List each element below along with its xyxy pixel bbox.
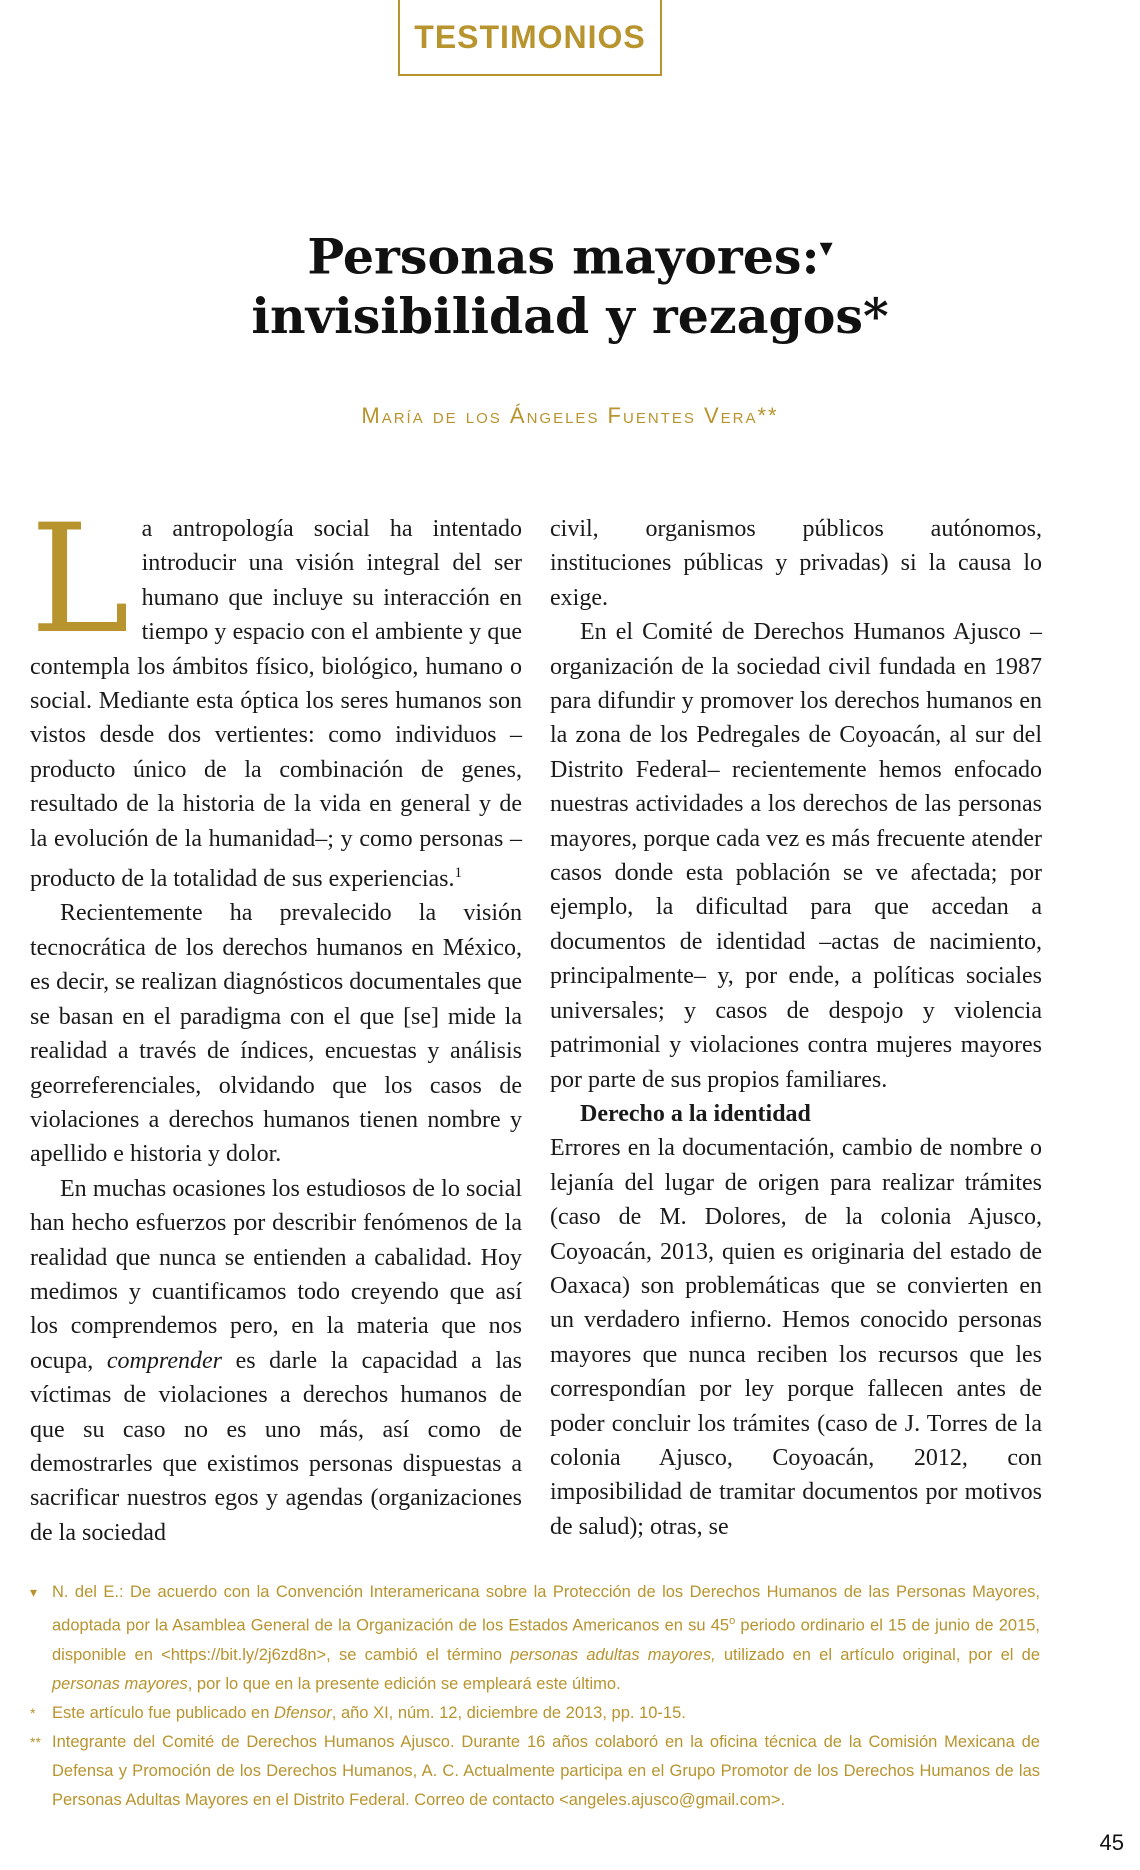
footnote-text: N. del E.: De acuerdo con la Convención Interamericana sobre la Protección de los Derechos Humanos de las Personas Mayores, adoptada por la Asamblea General de la Organización de los Estados Americanos en su 45 [52,1583,1040,1635]
footnote-text: Integrante del Comité de Derechos Humanos Ajusco. Durante 16 años colaboró en la oficina técnica de la Comisión Mexicana de Defensa y Promoción de los Derechos Humanos, A. C. Actualmente participa en el Grupo Promotor de los Derechos Humanos de las Personas Adultas Mayores en el Distrito Federal. Correo de contacto <angeles.ajusco@gmail.com>. [52,1732,1040,1809]
section-label: TESTIMONIOS [398,0,662,76]
paragraph-text: En muchas ocasiones los estudiosos de lo social han hecho esfuerzos por describir fenómenos de la realidad que nunca se entienden a cabalidad. Hoy medimos y cuantificamos todo creyendo que así los comprendemos pero, en la materia que nos ocupa, [30,1175,522,1374]
emphasis-text: Dfensor [274,1703,332,1722]
title-line-1: Personas mayores: [307,227,820,286]
emphasis-text: personas mayores [52,1674,188,1693]
footnote-symbol: ** [30,1733,41,1750]
footnote-author [30,1728,1040,1815]
author-byline: María de los Ángeles Fuentes Vera** [361,403,779,428]
paragraph: En el Comité de Derechos Humanos Ajusco –organización de la sociedad civil fundada en 1987 para difundir y promover los derechos humanos en la zona de los Pedregales de Coyoacán, al sur del Distrito Federal– recientemente hemos enfocado nuestras actividades a los derechos de las personas mayores, porque cada vez es más frecuente atender casos donde esta población se ve afectada; por ejemplo, la dificultad para que accedan a documentos de identidad –actas de nacimiento, principalmente– y, por ende, a políticas sociales universales; y casos de despojo y violencia patrimonial y violaciones contra mujeres mayores por parte de sus propios familiares. [550,619,1042,1093]
footnote-ref: 1 [454,865,463,882]
body-column-right [550,512,1042,1544]
page-number: 45 [1099,1830,1124,1855]
footnote-text: periodo ordinario el 15 de junio de 2015, disponible en <https://bit.ly/2j6zd8n>, se cambió el término [52,1616,1041,1664]
title-line-2: invisibilidad y rezagos* [251,287,889,346]
footnote-editor [30,1578,1040,1699]
footnotes [30,1578,1040,1815]
footnote-text: , año XI, núm. 12, diciembre de 2013, pp. 10-15. [331,1703,686,1722]
footnote-text: , por lo que en la presente edición se empleará este último. [187,1674,621,1693]
drop-cap: L [30,493,130,667]
footnote-text: utilizado en el artículo original, por el de [723,1645,1040,1664]
footnote-text: Este artículo fue publicado en [52,1703,270,1722]
emphasis-text: personas adultas mayores, [510,1645,716,1664]
emphasis-text: comprender [106,1347,222,1374]
footnote-publication [30,1699,1040,1728]
footnote-symbol: * [30,1704,36,1721]
paragraph: civil, organismos públicos autónomos, instituciones públicas y privadas) si la causa lo exige. [550,516,1042,611]
footnote-symbol: ▾ [30,1584,38,1600]
paragraph: Errores en la documentación, cambio de nombre o lejanía del lugar de origen para realizar trámites (caso de M. Dolores, de la colonia Ajusco, Coyoacán, 2013, quien es originaria del estado de Oaxaca) son problemáticas que se convierten en un verdadero infierno. Hemos conocido personas mayores que nunca reciben los recursos que les correspondían por ley porque fallecen antes de poder concluir los trámites (caso de J. Torres de la colonia Ajusco, Coyoacán, 2012, con imposibilidad de tramitar documentos por motivos de salud); otras, se [550,1135,1042,1540]
paragraph-text: es darle la capacidad a las víctimas de violaciones a derechos humanos de que su caso no es uno más, así como de demostrarles que existimos personas dispuestas a sacrificar nuestros egos y agendas (organizaciones de la sociedad [30,1347,523,1546]
section-subheading: Derecho a la identidad [580,1100,811,1127]
body-column-left [30,493,523,1550]
article-title [0,218,1140,346]
paragraph [30,1172,522,1550]
paragraph [30,493,522,896]
paragraph-text: a antropología social ha intentado introducir una visión integral del ser humano que incluye su interacción en tiempo y espacio con el ambiente y que contempla los ámbitos físico, biológico, humano o social. Mediante esta óptica los seres humanos son vistos desde dos vertientes: como individuos –producto único de la combinación de genes, resultado de la historia de la vida en general y de la evolución de la humanidad–; y como personas –producto de la totalidad de sus experiencias. [30,516,522,893]
title-footnote-marker: ▾ [819,233,833,263]
ordinal-marker: o [729,1615,736,1627]
paragraph: Recientemente ha prevalecido la visión tecnocrática de los derechos humanos en México, es decir, se realizan diagnósticos documentales que se basan en el paradigma con el que [se] mide la realidad a través de índices, encuestas y análisis georreferenciales, olvidando que los casos de violaciones a derechos humanos tienen nombre y apellido e historia y dolor. [30,900,522,1168]
